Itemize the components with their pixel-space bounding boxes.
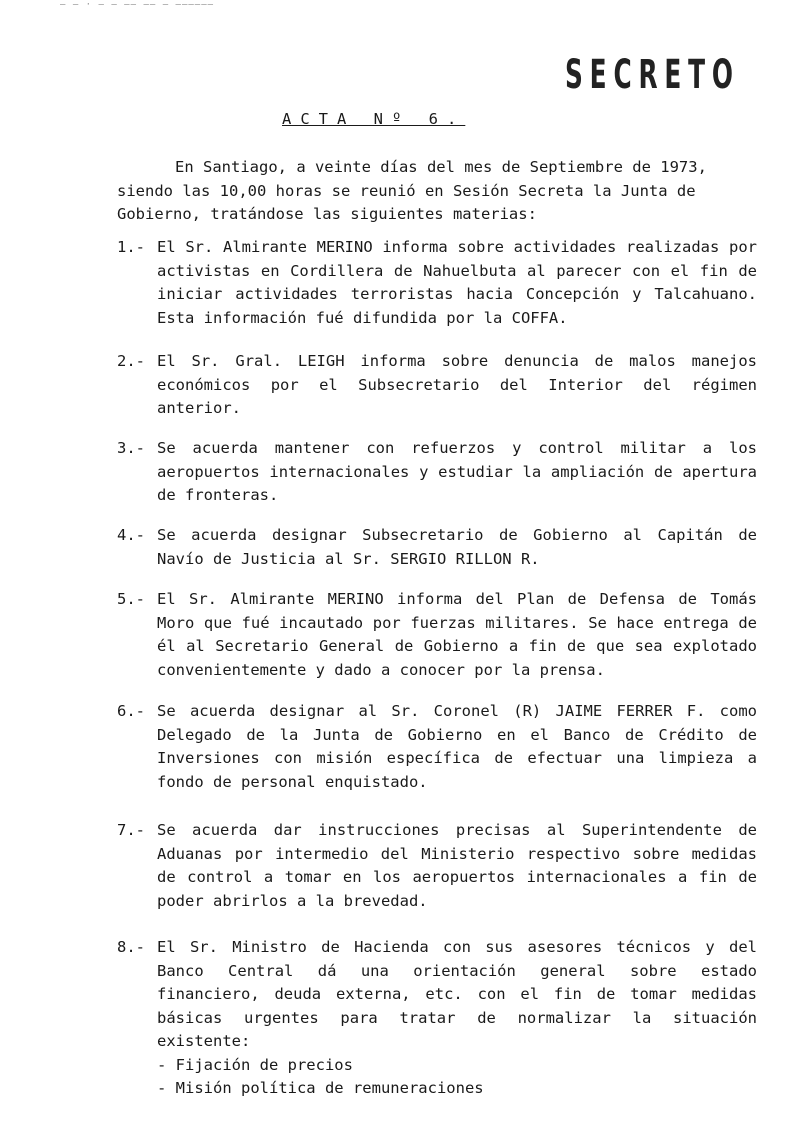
agenda-item-5 — [117, 588, 757, 682]
sub-item: - Fijación de precios — [157, 1055, 353, 1074]
item-number: 5.- — [117, 590, 145, 608]
item-text: Se acuerda dar instrucciones precisas al Superintendente de Aduanas por intermedio del Ministerio respectivo sobre medidas de control a tomar en los aeropuertos internacionales a fin de poder abrirlos a la brevedad. — [157, 821, 757, 910]
item-text: El Sr. Gral. LEIGH informa sobre denuncia de malos manejos económicos por el Subsecretario del Interior del régimen anterior. — [157, 352, 757, 417]
item-number: 3.- — [117, 439, 145, 457]
header-scan-noise: — — · — — —— —— — —————— — [60, 0, 215, 10]
secret-stamp: SECRETO — [565, 52, 740, 98]
item-text: Se acuerda mantener con refuerzos y control militar a los aeropuertos internacionales y estudiar la ampliación de apertura de fronteras. — [157, 439, 757, 504]
item-text: El Sr. Ministro de Hacienda con sus asesores técnicos y del Banco Central dá una orientación general sobre estado financiero, deuda externa, etc. con el fin de tomar medidas básicas urgentes para tratar de normalizar la situación existente: — [157, 938, 757, 1050]
item-number: 4.- — [117, 526, 145, 544]
item-number: 2.- — [117, 352, 145, 370]
agenda-item-8 — [117, 936, 757, 1101]
item-number: 8.- — [117, 938, 145, 956]
item-number: 6.- — [117, 702, 145, 720]
item-number: 7.- — [117, 821, 145, 839]
item-number: 1.- — [117, 238, 145, 256]
item-text: Se acuerda designar al Sr. Coronel (R) JAIME FERRER F. como Delegado de la Junta de Gobierno en el Banco de Crédito de Inversiones con misión específica de efectuar una limpieza a fondo de personal enquistado. — [157, 702, 757, 791]
sub-item: - Misión política de remuneraciones — [157, 1079, 484, 1097]
agenda-item-7 — [117, 819, 757, 913]
item-text: El Sr. Almirante MERINO informa sobre actividades realizadas por activistas en Cordillera de Nahuelbuta al parecer con el fin de iniciar actividades terroristas hacia Concepción y Talcahuano. Esta información fué difundida por la COFFA. — [157, 238, 757, 327]
item-text: Se acuerda designar Subsecretario de Gobierno al Capitán de Navío de Justicia al Sr. SERGIO RILLON R. — [157, 526, 757, 568]
intro-paragraph: En Santiago, a veinte días del mes de Septiembre de 1973, siendo las 10,00 horas se reunió en Sesión Secreta la Junta de Gobierno, tratándose las siguientes materias: — [117, 158, 707, 223]
document-title: ACTA Nº 6. — [282, 110, 466, 128]
agenda-item-6 — [117, 700, 757, 794]
agenda-item-2 — [117, 350, 757, 421]
agenda-item-1 — [117, 236, 757, 330]
agenda-item-4 — [117, 524, 757, 571]
agenda-item-3 — [117, 437, 757, 508]
item-text: El Sr. Almirante MERINO informa del Plan de Defensa de Tomás Moro que fué incautado por fuerzas militares. Se hace entrega de él al Secretario General de Gobierno a fin de que sea explotado convenientemente y dado a conocer por la prensa. — [157, 590, 757, 679]
